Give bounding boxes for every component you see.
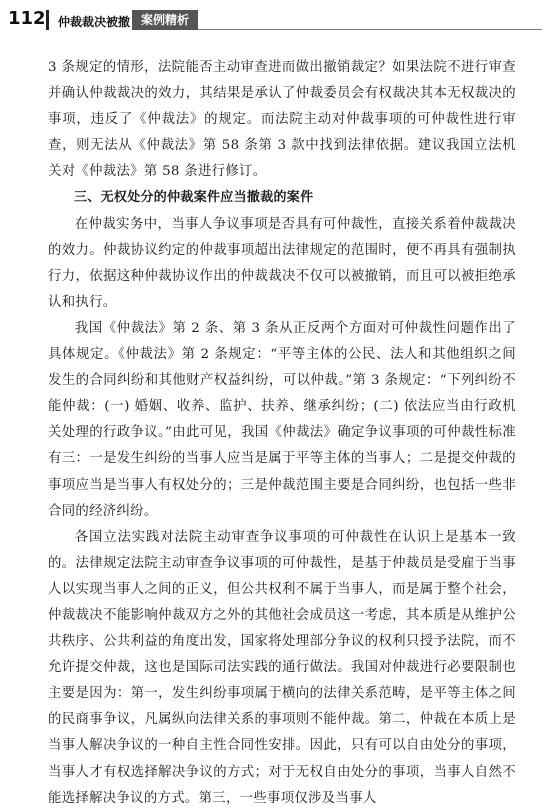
- running-header: [0, 0, 558, 38]
- section-heading: 三、无权处分的仲裁案件应当撤裁的案件: [74, 190, 314, 206]
- paragraph: 在仲裁实务中，当事人争议事项是否具有可仲裁性，直接关系着仲裁裁决的效力。仲裁协议约定的仲裁事项超出法律规定的范围时，便不再具有强制执行力，依据这种仲裁协议作出的仲裁裁决不仅可以被撤销，而且可以被拒绝承认和执行。: [48, 216, 516, 310]
- paragraph-continuation: 3 条规定的情形，法院能否主动审查进而做出撤销裁定？如果法院不进行审查并确认仲裁裁决的效力，其结果是承认了仲裁委员会有权裁决其本无权裁决的事项，违反了《仲裁法》的规定。而法院主动对仲裁事项的可仲裁性进行审查，则无法从《仲裁法》第 58 条第 3 款中找到法律依据。建议我国立法机关对《仲裁法》第 58 条进行修订。: [48, 60, 516, 180]
- page-number: 112: [8, 8, 46, 29]
- header-rule: [198, 29, 542, 30]
- paragraph: 各国立法实践对法院主动审查争议事项的可仲裁性在认识上是基本一致的。法律规定法院主动审查争议事项的可仲裁性，是基于仲裁员是受雇于当事人以实现当事人之间的正义，但公共权利不属于当事人，而是属于整个社会，仲裁裁决不能影响仲裁双方之外的其他社会成员这一考虑，其本质是从维护公共秩序、公共利益的角度出发，国家将处理部分争议的权利只授予法院，而不允许提交仲裁，这也是国际司法实践的通行做法。我国对仲裁进行必要限制也主要是因为：第一，发生纠纷事项属于横向的法律关系范畴，是平等主体之间的民商事争议，凡属纵向法律关系的事项则不能仲裁。第二，仲裁在本质上是当事人解决争议的一种自主性合同性安排。因此，只有可以自由处分的事项，当事人才有权选择解决争议的方式；对于无权自由处分的事项，当事人自然不能选择解决争议的方式。第三，一些事项仅涉及当事人: [48, 529, 516, 806]
- section-label: 案例精析: [132, 10, 198, 30]
- paragraph: 我国《仲裁法》第 2 条、第 3 条从正反两个方面对可仲裁性问题作出了具体规定。《仲裁法》第 2 条规定：“平等主体的公民、法人和其他组织之间发生的合同纠纷和其他财产权益纠纷，可以仲裁。”第 3 条规定：“下列纠纷不能仲裁：(一) 婚姻、收养、监护、扶养、继承纠纷；(二) 依法应当由行政机关处理的行政争议。”由此可见，我国《仲裁法》确定争议事项的可仲裁性标准有三：一是发生纠纷的当事人应当是属于平等主体的当事人；二是提交仲裁的事项应当是当事人有权处分的；三是仲裁范围主要是合同纠纷，也包括一些非合同的经济纠纷。: [48, 320, 516, 519]
- body-text: [48, 55, 516, 812]
- book-title: 仲裁裁决被撤: [58, 15, 131, 29]
- header-divider-bar: [46, 10, 49, 30]
